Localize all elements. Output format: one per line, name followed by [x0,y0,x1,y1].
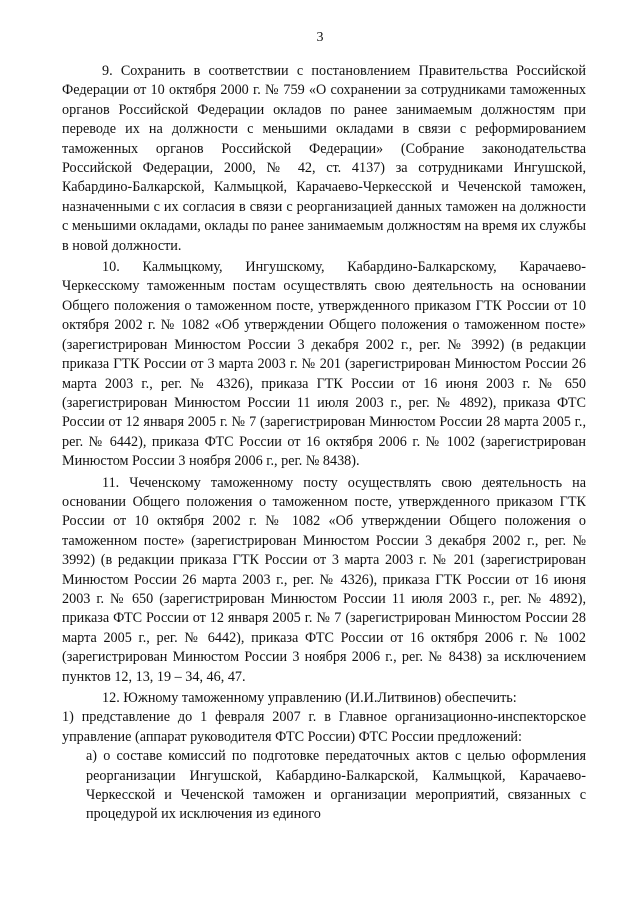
document-body [62,62,586,825]
paragraph-12: 12. Южному таможенному управлению (И.И.Литвинов) обеспечить: [102,690,517,706]
page-number: 3 [316,30,324,45]
paragraph-11: 11. Чеченскому таможенному посту осуществлять свою деятельность на основании Общего положения о таможенном посте, утвержденного приказом ГТК России от 10 октября 2002 г. № 1082 «Об утверждении Общего положения о таможенном посте» (зарегистрирован Минюстом России 3 декабря 2002 г., рег. № 3992) (в редакции приказа ГТК России от 3 марта 2003 г. № 201 (зарегистрирован Минюстом России 26 марта 2003 г., рег. № 4326), приказа ГТК России от 16 июня 2003 г. № 650 (зарегистрирован Минюстом России 11 июля 2003 г., рег. № 4892), приказа ФТС России от 12 января 2005 г. № 7 (зарегистрирован Минюстом России 28 марта 2005 г., рег. № 6442), приказа ФТС России от 16 октября 2006 г. № 1002 (зарегистрирован Минюстом России 3 ноября 2006 г., рег. № 8438) за исключением пунктов 12, 13, 19 – 34, 46, 47. [62,474,586,685]
paragraph-12-item-1a: а) о составе комиссий по подготовке передаточных актов с целью оформления реорганизации Ингушской, Кабардино-Балкарской, Калмыцкой, Карачаево-Черкесской и Чеченской таможен и организации мероприятий, связанных с процедурой их исключения из единого [86,748,586,823]
paragraph-9: 9. Сохранить в соответствии с постановлением Правительства Российской Федерации от 10 октября 2000 г. № 759 «О сохранении за сотрудниками таможенных органов Российской Федерации окладов по ранее занимаемым должностям при переводе их на должности с меньшими окладами в связи с реформированием таможенных органов Российской Федерации» (Собрание законодательства Российской Федерации, 2000, № 42, ст. 4137) за сотрудниками Ингушской, Кабардино-Балкарской, Калмыцкой, Карачаево-Черкесской и Чеченской таможен, назначенными с их согласия в связи с реорганизацией данных таможен на должности с меньшими окладами, оклады по ранее занимаемым должностям на время их службы в новой должности. [62,63,586,254]
paragraph-10: 10. Калмыцкому, Ингушскому, Кабардино-Балкарскому, Карачаево-Черкесскому таможенным постам осуществлять свою деятельность на основании Общего положения о таможенном посте, утвержденного приказом ГТК России от 10 октября 2002 г. № 1082 «Об утверждении Общего положения о таможенном посте» (зарегистрирован Минюстом России 3 декабря 2002 г., рег. № 3992) (в редакции приказа ГТК России от 3 марта 2003 г. № 201 (зарегистрирован Минюстом России 26 марта 2003 г., рег. № 4326), приказа ГТК России от 16 июня 2003 г. № 650 (зарегистрирован Минюстом России 11 июля 2003 г., рег. № 4892), приказа ФТС России от 12 января 2005 г. № 7 (зарегистрирован Минюстом России 28 марта 2005 г., рег. № 6442), приказа ФТС России от 16 октября 2006 г. № 1002 (зарегистрирован Минюстом России 3 ноября 2006 г., рег. № 8438). [62,259,586,470]
paragraph-12-item-1: 1) представление до 1 февраля 2007 г. в Главное организационно-инспекторское управление (аппарат руководителя ФТС России) ФТС России предложений: [62,709,586,745]
